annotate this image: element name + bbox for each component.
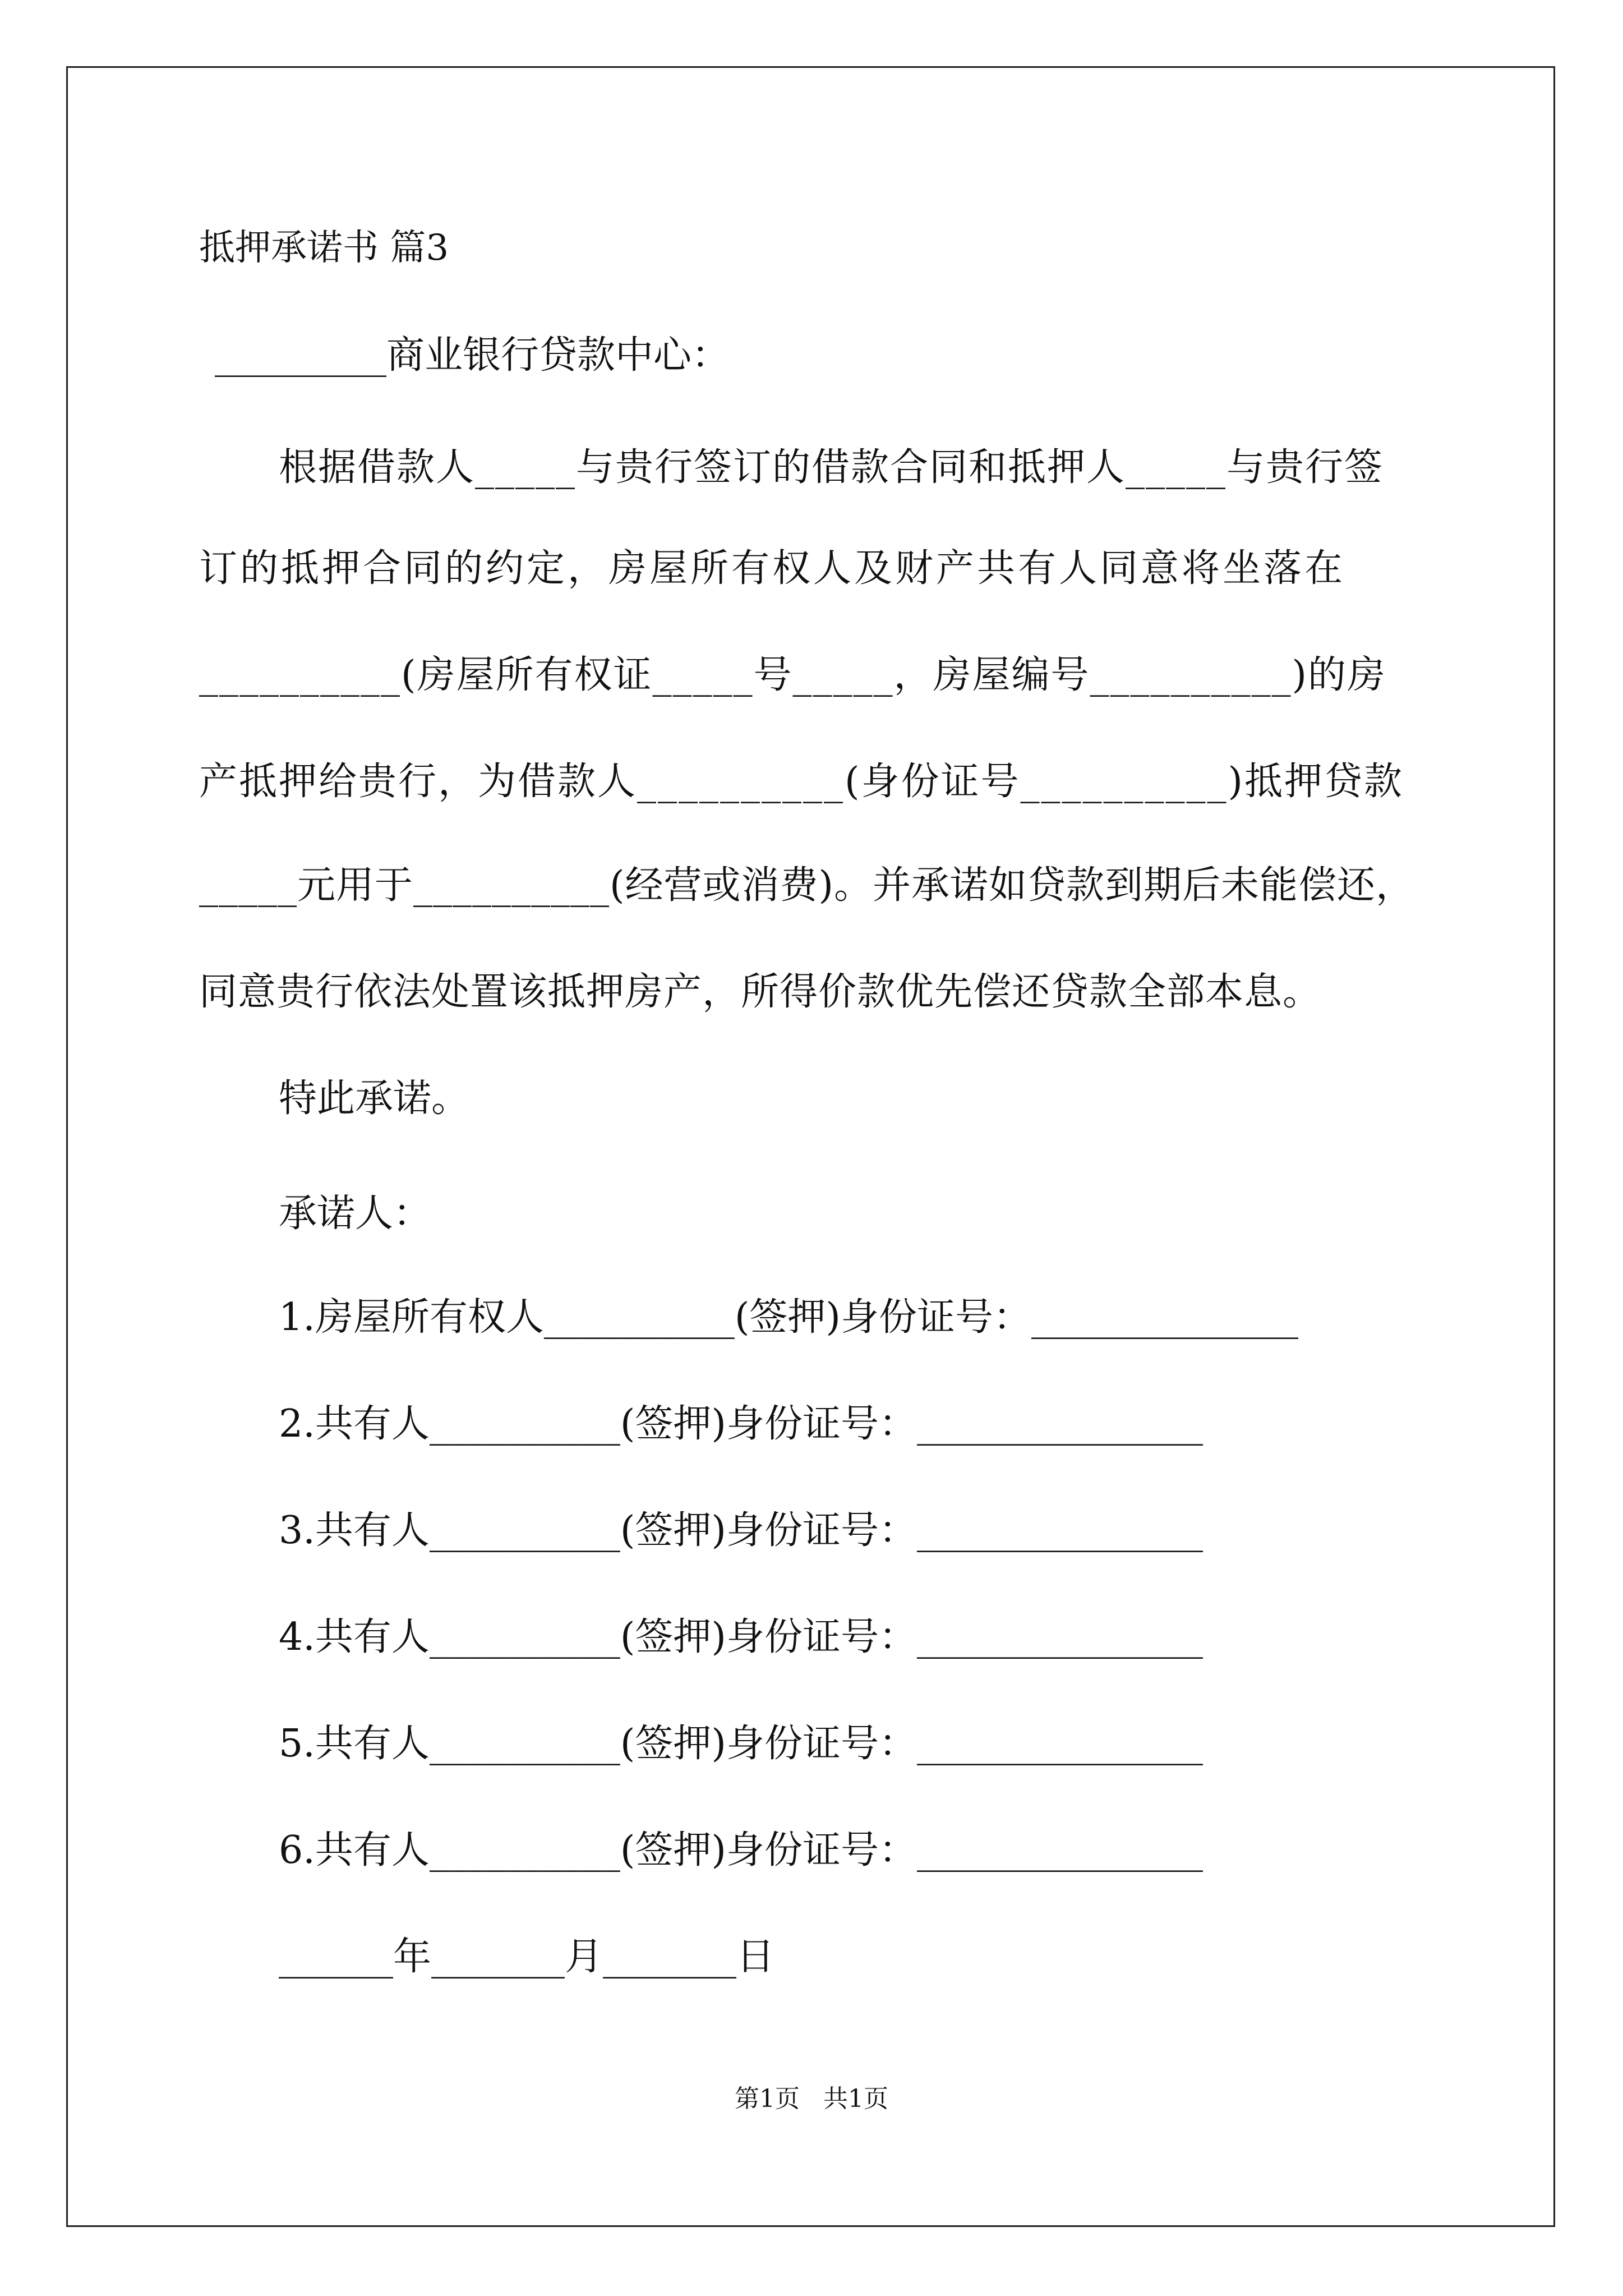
- pledger-label: 承诺人：: [279, 1191, 432, 1236]
- signatory-line-co-owner-6: 6.共有人__________(签押)身份证号：_______________: [279, 1828, 1203, 1872]
- body-line-1: 根据借款人_____与贵行签订的借款合同和抵押人_____与贵行签: [279, 445, 1384, 490]
- signatory-line-co-owner-4: 4.共有人__________(签押)身份证号：_______________: [279, 1615, 1203, 1659]
- signatory-line-co-owner-2: 2.共有人__________(签押)身份证号：_______________: [279, 1402, 1203, 1446]
- document-title: 抵押承诺书 篇3: [199, 227, 449, 269]
- signatory-line-co-owner-3: 3.共有人__________(签押)身份证号：_______________: [279, 1508, 1203, 1553]
- closing-statement: 特此承诺。: [279, 1076, 470, 1121]
- body-line-3: __________(房屋所有权证_____号_____，房屋编号__________)的房: [199, 653, 1387, 697]
- signatory-line-co-owner-5: 5.共有人__________(签押)身份证号：_______________: [279, 1722, 1203, 1766]
- page-border: [66, 66, 1555, 2227]
- date-line: ______年_______月_______日: [279, 1935, 775, 1979]
- body-line-6: 同意贵行依法处置该抵押房产，所得价款优先偿还贷款全部本息。: [199, 970, 1322, 1014]
- page-footer: 第1页 共1页: [735, 2085, 888, 2113]
- body-line-4: 产抵押给贵行，为借款人__________(身份证号__________)抵押贷款: [199, 760, 1404, 804]
- body-line-2: 订的抵押合同的约定，房屋所有权人及财产共有人同意将坐落在: [199, 546, 1346, 591]
- addressee-line: _________商业银行贷款中心：: [215, 333, 730, 378]
- body-line-5: _____元用于__________(经营或消费)。并承诺如贷款到期后未能偿还，: [199, 863, 1415, 908]
- signatory-line-owner: 1.房屋所有权人__________(签押)身份证号：______________: [279, 1295, 1298, 1340]
